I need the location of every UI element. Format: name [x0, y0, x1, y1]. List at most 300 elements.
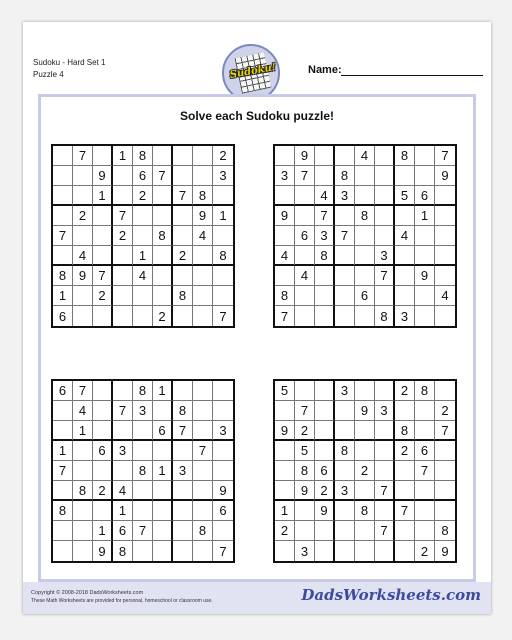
- sudoku-cell[interactable]: 3: [375, 246, 395, 266]
- sudoku-cell[interactable]: [213, 286, 233, 306]
- sudoku-cell[interactable]: [173, 381, 193, 401]
- sudoku-cell[interactable]: [435, 461, 455, 481]
- sudoku-cell[interactable]: 8: [295, 461, 315, 481]
- sudoku-cell[interactable]: [315, 541, 335, 561]
- sudoku-cell[interactable]: [153, 441, 173, 461]
- sudoku-cell[interactable]: 7: [435, 146, 455, 166]
- sudoku-cell[interactable]: [113, 246, 133, 266]
- sudoku-cell[interactable]: 7: [219, 308, 227, 324]
- sudoku-cell[interactable]: 7: [275, 306, 295, 326]
- sudoku-cell[interactable]: [213, 521, 233, 541]
- sudoku-cell[interactable]: 6: [93, 441, 113, 461]
- sudoku-cell[interactable]: [113, 166, 133, 186]
- sudoku-cell[interactable]: 6: [415, 441, 435, 461]
- sudoku-cell[interactable]: [113, 381, 133, 401]
- sudoku-cell[interactable]: [295, 286, 315, 306]
- sudoku-cell[interactable]: 2: [415, 541, 435, 561]
- sudoku-cell[interactable]: 6: [295, 226, 315, 246]
- sudoku-cell[interactable]: [73, 186, 93, 206]
- sudoku-cell[interactable]: [415, 246, 435, 266]
- sudoku-cell[interactable]: [153, 401, 173, 421]
- sudoku-cell[interactable]: [295, 246, 315, 266]
- sudoku-cell[interactable]: 4: [275, 246, 295, 266]
- sudoku-cell[interactable]: 1: [275, 501, 295, 521]
- sudoku-cell[interactable]: 4: [133, 266, 153, 286]
- sudoku-cell[interactable]: 2: [435, 401, 455, 421]
- sudoku-cell[interactable]: [435, 226, 455, 246]
- sudoku-cell[interactable]: [355, 186, 375, 206]
- sudoku-cell[interactable]: 6: [355, 286, 375, 306]
- sudoku-cell[interactable]: 6: [213, 501, 233, 521]
- sudoku-cell[interactable]: [275, 146, 295, 166]
- sudoku-cell[interactable]: [295, 206, 315, 226]
- sudoku-cell[interactable]: [355, 306, 375, 326]
- sudoku-cell[interactable]: [153, 266, 173, 286]
- sudoku-cell[interactable]: [73, 461, 93, 481]
- sudoku-cell[interactable]: 2: [173, 246, 193, 266]
- sudoku-cell[interactable]: 3: [295, 541, 315, 561]
- sudoku-cell[interactable]: [395, 401, 415, 421]
- sudoku-cell[interactable]: 9: [213, 481, 233, 501]
- sudoku-cell[interactable]: 2: [395, 381, 415, 401]
- sudoku-cell[interactable]: [355, 266, 375, 286]
- sudoku-cell[interactable]: 7: [193, 441, 213, 461]
- sudoku-cell[interactable]: [93, 306, 113, 326]
- sudoku-cell[interactable]: 9: [295, 146, 315, 166]
- sudoku-cell[interactable]: [335, 401, 355, 421]
- sudoku-cell[interactable]: [375, 286, 395, 306]
- sudoku-cell[interactable]: [113, 286, 133, 306]
- sudoku-cell[interactable]: [53, 186, 73, 206]
- sudoku-cell[interactable]: [335, 286, 355, 306]
- sudoku-cell[interactable]: [153, 501, 173, 521]
- sudoku-cell[interactable]: 4: [193, 226, 213, 246]
- sudoku-cell[interactable]: 7: [375, 266, 395, 286]
- sudoku-cell[interactable]: 9: [315, 501, 335, 521]
- sudoku-cell[interactable]: [335, 246, 355, 266]
- sudoku-cell[interactable]: [73, 306, 93, 326]
- sudoku-cell[interactable]: 2: [93, 481, 113, 501]
- sudoku-cell[interactable]: 8: [435, 521, 455, 541]
- sudoku-cell[interactable]: [153, 286, 173, 306]
- sudoku-cell[interactable]: 2: [133, 186, 153, 206]
- sudoku-cell[interactable]: [315, 381, 335, 401]
- sudoku-cell[interactable]: [395, 541, 415, 561]
- sudoku-cell[interactable]: [355, 381, 375, 401]
- sudoku-cell[interactable]: [173, 146, 193, 166]
- sudoku-cell[interactable]: [113, 266, 133, 286]
- sudoku-cell[interactable]: 8: [173, 401, 193, 421]
- sudoku-cell[interactable]: 4: [315, 186, 335, 206]
- sudoku-cell[interactable]: 2: [295, 421, 315, 441]
- sudoku-cell[interactable]: 3: [173, 461, 193, 481]
- sudoku-cell[interactable]: 7: [73, 381, 93, 401]
- sudoku-cell[interactable]: [53, 481, 73, 501]
- sudoku-cell[interactable]: 2: [73, 206, 93, 226]
- sudoku-cell[interactable]: [53, 401, 73, 421]
- sudoku-cell[interactable]: [355, 166, 375, 186]
- sudoku-cell[interactable]: 9: [73, 266, 93, 286]
- sudoku-cell[interactable]: [93, 501, 113, 521]
- sudoku-cell[interactable]: [435, 266, 455, 286]
- sudoku-cell[interactable]: 3: [133, 401, 153, 421]
- sudoku-cell[interactable]: 4: [113, 481, 133, 501]
- sudoku-cell[interactable]: [395, 461, 415, 481]
- sudoku-cell[interactable]: [133, 226, 153, 246]
- sudoku-cell[interactable]: [213, 381, 233, 401]
- sudoku-cell[interactable]: [335, 306, 355, 326]
- sudoku-cell[interactable]: 5: [275, 381, 295, 401]
- sudoku-cell[interactable]: 6: [53, 306, 73, 326]
- sudoku-cell[interactable]: 8: [275, 286, 295, 306]
- sudoku-cell[interactable]: [415, 501, 435, 521]
- sudoku-cell[interactable]: [73, 501, 93, 521]
- sudoku-cell[interactable]: [315, 521, 335, 541]
- sudoku-cell[interactable]: [395, 266, 415, 286]
- sudoku-cell[interactable]: 8: [193, 186, 213, 206]
- sudoku-cell[interactable]: 4: [73, 246, 93, 266]
- sudoku-cell[interactable]: [93, 381, 113, 401]
- sudoku-cell[interactable]: [93, 461, 113, 481]
- sudoku-cell[interactable]: [213, 401, 233, 421]
- sudoku-cell[interactable]: 3: [395, 306, 415, 326]
- sudoku-cell[interactable]: 7: [173, 421, 193, 441]
- sudoku-cell[interactable]: [133, 481, 153, 501]
- sudoku-cell[interactable]: [113, 186, 133, 206]
- sudoku-cell[interactable]: 7: [315, 206, 335, 226]
- sudoku-cell[interactable]: [435, 206, 455, 226]
- sudoku-cell[interactable]: 7: [133, 521, 153, 541]
- sudoku-cell[interactable]: [435, 186, 455, 206]
- sudoku-cell[interactable]: 7: [73, 146, 93, 166]
- sudoku-cell[interactable]: 8: [415, 381, 435, 401]
- sudoku-cell[interactable]: 7: [295, 401, 315, 421]
- sudoku-cell[interactable]: [193, 286, 213, 306]
- sudoku-cell[interactable]: [415, 226, 435, 246]
- sudoku-cell[interactable]: [113, 461, 133, 481]
- sudoku-cell[interactable]: 7: [415, 461, 435, 481]
- sudoku-cell[interactable]: [375, 226, 395, 246]
- sudoku-cell[interactable]: 8: [315, 246, 335, 266]
- sudoku-cell[interactable]: 2: [153, 306, 173, 326]
- sudoku-cell[interactable]: 8: [335, 166, 355, 186]
- sudoku-cell[interactable]: 8: [395, 421, 415, 441]
- sudoku-cell[interactable]: 7: [435, 421, 455, 441]
- sudoku-cell[interactable]: 1: [153, 461, 173, 481]
- sudoku-cell[interactable]: [73, 226, 93, 246]
- sudoku-cell[interactable]: 9: [415, 266, 435, 286]
- sudoku-cell[interactable]: 7: [335, 226, 355, 246]
- sudoku-cell[interactable]: [173, 206, 193, 226]
- sudoku-cell[interactable]: 3: [213, 166, 233, 186]
- sudoku-cell[interactable]: 8: [133, 146, 153, 166]
- sudoku-cell[interactable]: 4: [295, 266, 315, 286]
- sudoku-cell[interactable]: 4: [73, 401, 93, 421]
- sudoku-cell[interactable]: 3: [335, 381, 355, 401]
- sudoku-cell[interactable]: [53, 206, 73, 226]
- sudoku-cell[interactable]: [355, 521, 375, 541]
- sudoku-cell[interactable]: [153, 206, 173, 226]
- sudoku-cell[interactable]: 1: [93, 186, 113, 206]
- sudoku-cell[interactable]: 3: [275, 166, 295, 186]
- sudoku-cell[interactable]: [133, 541, 153, 561]
- sudoku-cell[interactable]: [153, 521, 173, 541]
- sudoku-cell[interactable]: [173, 441, 193, 461]
- sudoku-cell[interactable]: [395, 246, 415, 266]
- sudoku-cell[interactable]: 7: [153, 166, 173, 186]
- sudoku-cell[interactable]: 6: [113, 521, 133, 541]
- sudoku-cell[interactable]: 2: [93, 286, 113, 306]
- sudoku-cell[interactable]: [375, 146, 395, 166]
- sudoku-cell[interactable]: [395, 481, 415, 501]
- sudoku-cell[interactable]: [173, 166, 193, 186]
- sudoku-cell[interactable]: 8: [375, 306, 395, 326]
- sudoku-cell[interactable]: [295, 306, 315, 326]
- sudoku-cell[interactable]: [53, 166, 73, 186]
- sudoku-cell[interactable]: 7: [113, 401, 133, 421]
- sudoku-cell[interactable]: 2: [395, 441, 415, 461]
- sudoku-cell[interactable]: [375, 166, 395, 186]
- sudoku-cell[interactable]: 1: [73, 421, 93, 441]
- sudoku-cell[interactable]: 1: [113, 501, 133, 521]
- sudoku-cell[interactable]: 3: [335, 481, 355, 501]
- sudoku-cell[interactable]: [395, 166, 415, 186]
- sudoku-cell[interactable]: 7: [219, 543, 227, 559]
- sudoku-cell[interactable]: 6: [53, 381, 73, 401]
- sudoku-cell[interactable]: 8: [355, 501, 375, 521]
- sudoku-cell[interactable]: [275, 481, 295, 501]
- sudoku-cell[interactable]: [395, 521, 415, 541]
- sudoku-cell[interactable]: 7: [295, 166, 315, 186]
- sudoku-cell[interactable]: [435, 381, 455, 401]
- sudoku-cell[interactable]: [133, 306, 153, 326]
- sudoku-cell[interactable]: [375, 541, 395, 561]
- sudoku-cell[interactable]: 9: [275, 206, 295, 226]
- sudoku-cell[interactable]: [355, 441, 375, 461]
- sudoku-cell[interactable]: [193, 146, 213, 166]
- sudoku-cell[interactable]: [93, 206, 113, 226]
- sudoku-cell[interactable]: 1: [415, 206, 435, 226]
- sudoku-cell[interactable]: [193, 381, 213, 401]
- sudoku-cell[interactable]: [73, 541, 93, 561]
- sudoku-cell[interactable]: 8: [213, 246, 233, 266]
- sudoku-cell[interactable]: [53, 541, 73, 561]
- sudoku-cell[interactable]: [193, 246, 213, 266]
- sudoku-cell[interactable]: [73, 166, 93, 186]
- sudoku-cell[interactable]: [93, 146, 113, 166]
- sudoku-cell[interactable]: 3: [375, 401, 395, 421]
- sudoku-cell[interactable]: [415, 481, 435, 501]
- sudoku-cell[interactable]: 4: [435, 286, 455, 306]
- sudoku-cell[interactable]: [355, 421, 375, 441]
- sudoku-cell[interactable]: [173, 306, 193, 326]
- sudoku-cell[interactable]: [295, 186, 315, 206]
- sudoku-cell[interactable]: [213, 461, 233, 481]
- sudoku-cell[interactable]: [375, 441, 395, 461]
- sudoku-cell[interactable]: [73, 286, 93, 306]
- sudoku-cell[interactable]: 6: [415, 186, 435, 206]
- sudoku-cell[interactable]: 9: [275, 421, 295, 441]
- sudoku-cell[interactable]: [193, 421, 213, 441]
- sudoku-cell[interactable]: [415, 286, 435, 306]
- sudoku-cell[interactable]: 2: [315, 481, 335, 501]
- sudoku-cell[interactable]: 4: [395, 226, 415, 246]
- sudoku-cell[interactable]: 7: [173, 186, 193, 206]
- sudoku-cell[interactable]: [193, 401, 213, 421]
- sudoku-cell[interactable]: 8: [133, 461, 153, 481]
- sudoku-cell[interactable]: 1: [93, 521, 113, 541]
- sudoku-cell[interactable]: [415, 146, 435, 166]
- sudoku-cell[interactable]: 1: [153, 381, 173, 401]
- sudoku-cell[interactable]: [193, 166, 213, 186]
- sudoku-cell[interactable]: [435, 246, 455, 266]
- sudoku-cell[interactable]: [275, 401, 295, 421]
- sudoku-cell[interactable]: 6: [315, 461, 335, 481]
- sudoku-cell[interactable]: [153, 246, 173, 266]
- sudoku-cell[interactable]: [193, 481, 213, 501]
- sudoku-cell[interactable]: 2: [113, 226, 133, 246]
- sudoku-cell[interactable]: 3: [335, 186, 355, 206]
- sudoku-cell[interactable]: 6: [153, 421, 173, 441]
- sudoku-cell[interactable]: 3: [315, 226, 335, 246]
- sudoku-cell[interactable]: [315, 266, 335, 286]
- sudoku-cell[interactable]: 8: [193, 521, 213, 541]
- sudoku-cell[interactable]: 7: [53, 461, 73, 481]
- sudoku-cell[interactable]: 1: [213, 206, 233, 226]
- sudoku-cell[interactable]: 8: [53, 501, 73, 521]
- sudoku-cell[interactable]: 3: [113, 441, 133, 461]
- sudoku-cell[interactable]: 9: [193, 206, 213, 226]
- sudoku-cell[interactable]: [153, 541, 173, 561]
- sudoku-cell[interactable]: [375, 421, 395, 441]
- sudoku-cell[interactable]: [335, 266, 355, 286]
- sudoku-cell[interactable]: [173, 501, 193, 521]
- sudoku-cell[interactable]: [335, 541, 355, 561]
- sudoku-cell[interactable]: [173, 266, 193, 286]
- sudoku-cell[interactable]: [73, 521, 93, 541]
- sudoku-cell[interactable]: [213, 441, 233, 461]
- sudoku-cell[interactable]: [375, 501, 395, 521]
- sudoku-cell[interactable]: [173, 226, 193, 246]
- sudoku-cell[interactable]: [375, 206, 395, 226]
- sudoku-cell[interactable]: 7: [375, 521, 395, 541]
- sudoku-cell[interactable]: [335, 521, 355, 541]
- sudoku-cell[interactable]: [315, 306, 335, 326]
- sudoku-cell[interactable]: 7: [113, 206, 133, 226]
- sudoku-cell[interactable]: [435, 481, 455, 501]
- sudoku-cell[interactable]: [213, 226, 233, 246]
- sudoku-cell[interactable]: [415, 306, 435, 326]
- sudoku-cell[interactable]: [315, 441, 335, 461]
- sudoku-cell[interactable]: 7: [375, 481, 395, 501]
- sudoku-cell[interactable]: 1: [133, 246, 153, 266]
- sudoku-cell[interactable]: [335, 206, 355, 226]
- sudoku-cell[interactable]: [53, 521, 73, 541]
- sudoku-cell[interactable]: [275, 266, 295, 286]
- sudoku-cell[interactable]: [133, 441, 153, 461]
- sudoku-cell[interactable]: [275, 541, 295, 561]
- sudoku-cell[interactable]: [173, 521, 193, 541]
- sudoku-cell[interactable]: [53, 246, 73, 266]
- sudoku-cell[interactable]: [315, 286, 335, 306]
- sudoku-cell[interactable]: 8: [113, 541, 133, 561]
- sudoku-cell[interactable]: [93, 246, 113, 266]
- sudoku-cell[interactable]: 8: [335, 441, 355, 461]
- sudoku-cell[interactable]: [335, 421, 355, 441]
- sudoku-cell[interactable]: [153, 481, 173, 501]
- sudoku-cell[interactable]: [213, 266, 233, 286]
- sudoku-cell[interactable]: [375, 461, 395, 481]
- sudoku-cell[interactable]: [133, 421, 153, 441]
- sudoku-cell[interactable]: 9: [295, 481, 315, 501]
- sudoku-cell[interactable]: 7: [395, 501, 415, 521]
- sudoku-cell[interactable]: [275, 441, 295, 461]
- sudoku-cell[interactable]: [315, 401, 335, 421]
- sudoku-cell[interactable]: [153, 186, 173, 206]
- sudoku-cell[interactable]: [193, 461, 213, 481]
- sudoku-cell[interactable]: [295, 501, 315, 521]
- sudoku-cell[interactable]: 5: [295, 441, 315, 461]
- sudoku-cell[interactable]: [193, 501, 213, 521]
- sudoku-cell[interactable]: [435, 501, 455, 521]
- sudoku-cell[interactable]: [93, 401, 113, 421]
- sudoku-cell[interactable]: 1: [53, 286, 73, 306]
- sudoku-cell[interactable]: [435, 306, 455, 326]
- sudoku-cell[interactable]: [335, 461, 355, 481]
- sudoku-cell[interactable]: [415, 166, 435, 186]
- sudoku-cell[interactable]: [93, 226, 113, 246]
- sudoku-cell[interactable]: [355, 246, 375, 266]
- sudoku-cell[interactable]: 1: [53, 441, 73, 461]
- sudoku-cell[interactable]: 8: [355, 206, 375, 226]
- sudoku-cell[interactable]: 4: [355, 146, 375, 166]
- sudoku-cell[interactable]: [355, 226, 375, 246]
- sudoku-cell[interactable]: [355, 541, 375, 561]
- sudoku-cell[interactable]: [93, 421, 113, 441]
- sudoku-cell[interactable]: [295, 381, 315, 401]
- sudoku-cell[interactable]: 6: [133, 166, 153, 186]
- sudoku-cell[interactable]: 9: [355, 401, 375, 421]
- sudoku-cell[interactable]: [395, 286, 415, 306]
- sudoku-cell[interactable]: [415, 521, 435, 541]
- sudoku-cell[interactable]: 9: [93, 166, 113, 186]
- sudoku-cell[interactable]: [133, 206, 153, 226]
- sudoku-cell[interactable]: 2: [275, 521, 295, 541]
- sudoku-cell[interactable]: 9: [435, 166, 455, 186]
- sudoku-cell[interactable]: [153, 146, 173, 166]
- sudoku-cell[interactable]: [315, 421, 335, 441]
- sudoku-cell[interactable]: [173, 541, 193, 561]
- sudoku-cell[interactable]: [415, 401, 435, 421]
- sudoku-cell[interactable]: [193, 306, 213, 326]
- sudoku-cell[interactable]: 8: [153, 226, 173, 246]
- sudoku-cell[interactable]: [73, 441, 93, 461]
- sudoku-cell[interactable]: [113, 421, 133, 441]
- sudoku-cell[interactable]: [295, 521, 315, 541]
- sudoku-cell[interactable]: 2: [213, 146, 233, 166]
- sudoku-cell[interactable]: 9: [93, 541, 113, 561]
- sudoku-cell[interactable]: [275, 186, 295, 206]
- sudoku-cell[interactable]: [355, 481, 375, 501]
- sudoku-cell[interactable]: 8: [173, 286, 193, 306]
- sudoku-cell[interactable]: 3: [213, 421, 233, 441]
- sudoku-cell[interactable]: 8: [133, 381, 153, 401]
- sudoku-cell[interactable]: [173, 481, 193, 501]
- sudoku-cell[interactable]: [133, 286, 153, 306]
- sudoku-cell[interactable]: [395, 206, 415, 226]
- sudoku-cell[interactable]: [213, 186, 233, 206]
- sudoku-cell[interactable]: 8: [53, 266, 73, 286]
